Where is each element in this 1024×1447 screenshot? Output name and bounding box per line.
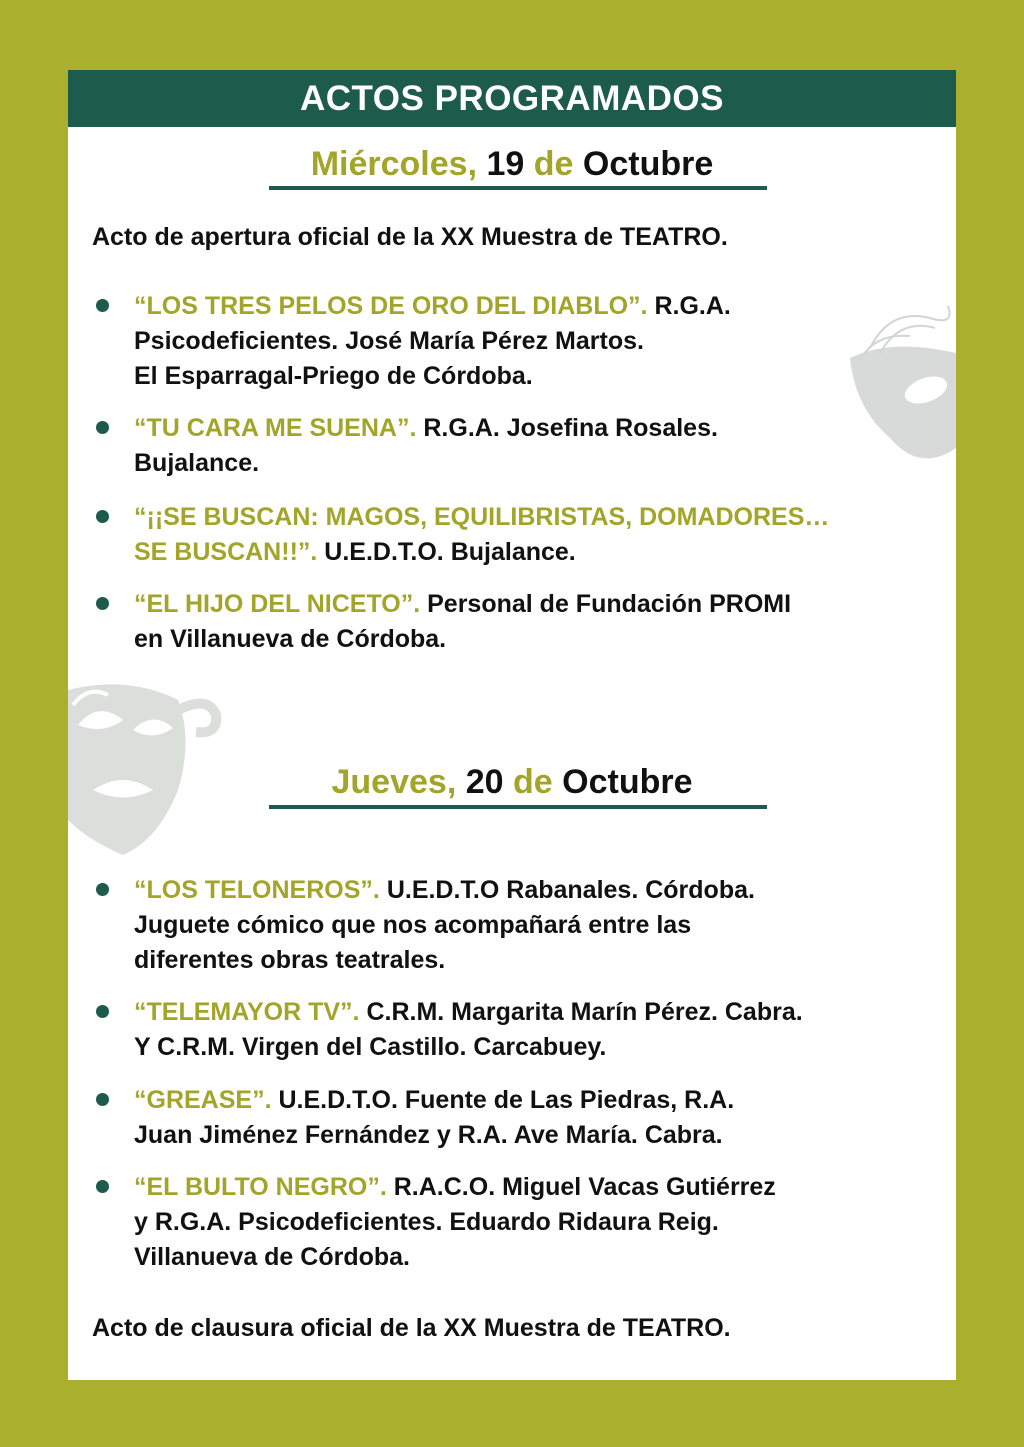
play-credit: R.G.A. [654,292,731,320]
play-title: “LOS TRES PELOS DE ORO DEL DIABLO”. [134,292,648,320]
play-title: “TU CARA ME SUENA”. [134,414,417,442]
bullet-dot [96,1005,109,1018]
day-de: de [513,763,553,801]
day-month: Octubre [562,763,693,801]
play-location: Villanueva de Córdoba. [134,1243,411,1271]
opening-text: Acto de apertura oficial de la XX Muestra de TEATRO. [92,223,728,251]
play-location: El Esparragal-Priego de Córdoba. [134,362,533,390]
play-location: en Villanueva de Córdoba. [134,625,447,653]
play-credit: U.E.D.T.O. Fuente de Las Piedras, R.A. [278,1086,735,1114]
play-credit: U.E.D.T.O Rabanales. Córdoba. [386,876,755,904]
day-heading-rule [269,805,767,809]
day-weekday: Jueves, [331,763,457,801]
program-panel [68,70,956,1380]
day-heading-rule [269,186,767,190]
day-month: Octubre [582,145,714,183]
play-credit: Personal de Fundación PROMI [427,590,792,618]
play-credit: U.E.D.T.O. Bujalance. [324,538,576,566]
day-de: de [533,145,574,183]
play-title: “EL BULTO NEGRO”. [134,1173,387,1201]
day-heading-wednesday [68,145,956,184]
bullet-dot [96,299,109,312]
play-title: “EL HIJO DEL NICETO”. [134,590,421,618]
play-credit: R.A.C.O. Miguel Vacas Gutiérrez [393,1173,776,1201]
play-title: “¡¡SE BUSCAN: MAGOS, EQUILIBRISTAS, DOMADORES… [134,503,830,531]
closing-text: Acto de clausura oficial de la XX Muestra de TEATRO. [92,1314,731,1342]
page-title: ACTOS PROGRAMADOS [300,78,724,118]
bullet-dot [96,421,109,434]
play-location: Bujalance. [134,449,260,477]
bullet-dot [96,597,109,610]
play-credit: Juan Jiménez Fernández y R.A. Ave María. Cabra. [134,1121,723,1149]
day-heading-thursday [68,763,956,802]
play-title: “LOS TELONEROS”. [134,876,380,904]
play-title: “GREASE”. [134,1086,272,1114]
play-credit: Psicodeficientes. José María Pérez Martos. [134,327,644,355]
day-number: 20 [465,763,504,801]
play-description: diferentes obras teatrales. [134,946,446,974]
bullet-dot [96,1180,109,1193]
day-weekday: Miércoles, [310,145,478,183]
play-credit: y R.G.A. Psicodeficientes. Eduardo Ridaura Reig. [134,1208,719,1236]
bullet-dot [96,883,109,896]
day-number: 19 [486,145,525,183]
play-credit: R.G.A. Josefina Rosales. [423,414,718,442]
play-description: Juguete cómico que nos acompañará entre las [134,911,692,939]
page-title-banner [68,70,956,127]
bullet-dot [96,1093,109,1106]
play-title: “TELEMAYOR TV”. [134,998,360,1026]
bullet-dot [96,510,109,523]
play-credit: C.R.M. Margarita Marín Pérez. Cabra. [366,998,803,1026]
play-title-continued: SE BUSCAN!!”. [134,538,318,566]
play-credit: Y C.R.M. Virgen del Castillo. Carcabuey. [134,1033,607,1061]
